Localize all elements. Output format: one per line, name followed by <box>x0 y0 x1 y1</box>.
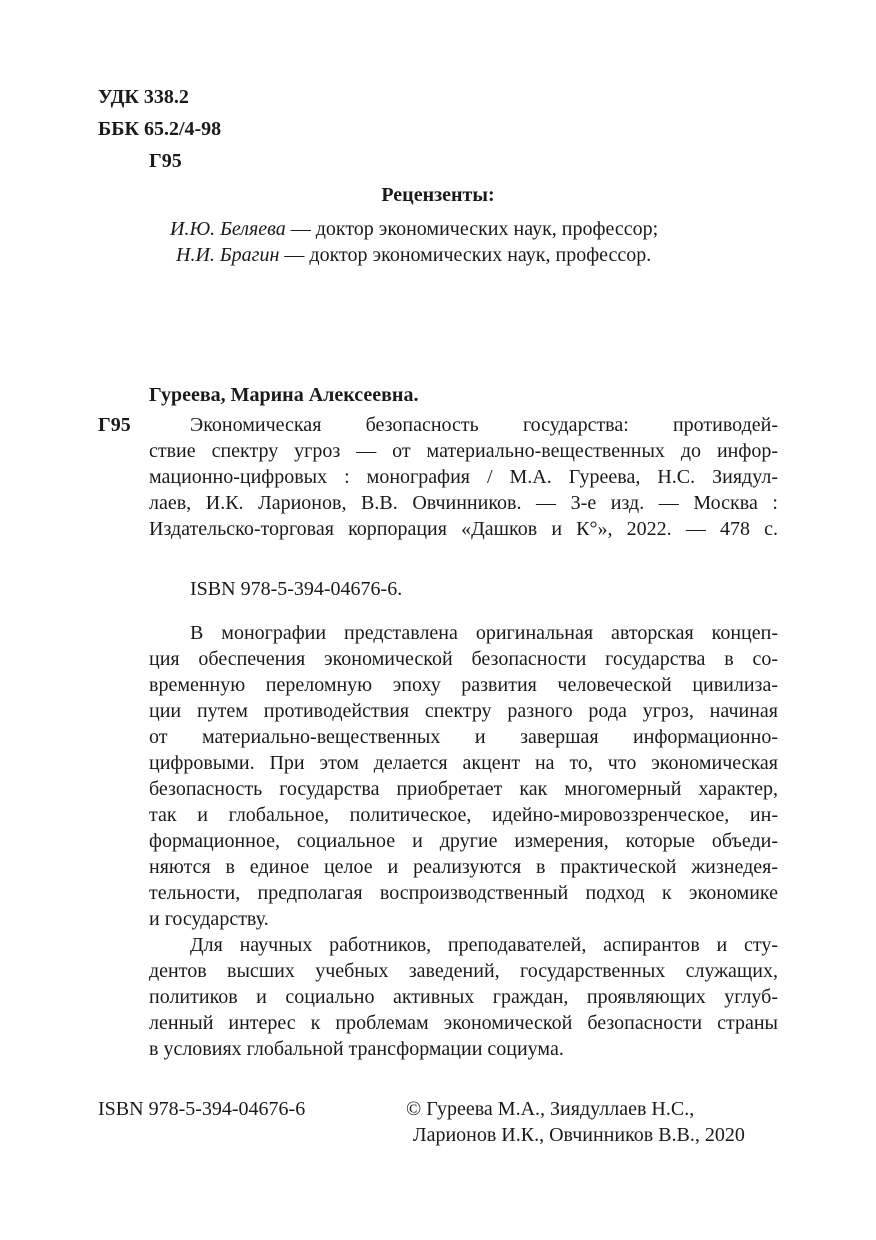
reviewers-heading: Рецензенты: <box>381 184 495 206</box>
abstract-p1-line: и государству. <box>149 908 269 930</box>
bib-isbn: ISBN 978-5-394-04676-6. <box>190 578 403 600</box>
bbk-code: ББК 65.2/4-98 <box>98 118 222 140</box>
abstract-p1-line: безопасность государства приобретает как многомерный характер, <box>149 778 778 800</box>
abstract-p2-line: политиков и социально активных граждан, проявляющих углуб- <box>149 986 778 1008</box>
abstract-p1-line: ции путем противодействия спектру разного рода угроз, начиная <box>149 700 778 722</box>
abstract-p1-line: от материально-вещественных и завершая информационно- <box>149 726 778 748</box>
abstract-p1-line: В монографии представлена оригинальная авторская концеп- <box>190 622 778 644</box>
reviewer-2-desc: — доктор экономических наук, профессор. <box>279 244 652 266</box>
reviewer-1-name: И.Ю. Беляева <box>170 218 286 240</box>
copyright-line-1: © Гуреева М.А., Зиядуллаев Н.С., <box>406 1098 695 1120</box>
abstract-p1-line: цифровыми. При этом делается акцент на то, что экономическая <box>149 752 778 774</box>
reviewer-1 <box>170 216 658 242</box>
reviewer-2 <box>176 242 651 268</box>
abstract-p2-line: Для научных работников, преподавателей, аспирантов и сту- <box>190 934 778 956</box>
abstract-p1-line: няются в единое целое и реализуются в практической жизнедея- <box>149 856 778 878</box>
bib-author: Гуреева, Марина Алексеевна. <box>149 384 419 406</box>
abstract-p1-line: так и глобальное, политическое, идейно-мировоззренческое, ин- <box>149 804 778 826</box>
abstract-p1-line: временную переломную эпоху развития человеческой цивилиза- <box>149 674 778 696</box>
bib-line-2: ствие спектру угроз — от материально-вещественных до инфор- <box>149 440 778 462</box>
bib-line-1: Экономическая безопасность государства: противодей- <box>190 414 778 436</box>
udk-code: УДК 338.2 <box>98 86 189 108</box>
reviewer-2-name: Н.И. Брагин <box>176 244 280 266</box>
author-mark: Г95 <box>149 150 182 172</box>
bib-line-5: Издательско-торговая корпорация «Дашков и К°», 2022. — 478 с. <box>149 518 778 540</box>
footer-isbn: ISBN 978-5-394-04676-6 <box>98 1098 306 1120</box>
reviewer-1-desc: — доктор экономических наук, профессор; <box>285 218 659 240</box>
copyright-line-2: Ларионов И.К., Овчинников В.В., 2020 <box>413 1124 745 1146</box>
abstract-p1-line: тельности, предполагая воспроизводственный подход к экономике <box>149 882 778 904</box>
bib-line-3: мационно-цифровых : монография / М.А. Гуреева, Н.С. Зиядул- <box>149 466 778 488</box>
abstract-p1-line: ция обеспечения экономической безопасности государства в со- <box>149 648 778 670</box>
abstract-p2-line: ленный интерес к проблемам экономической безопасности страны <box>149 1012 778 1034</box>
abstract-p2-line: дентов высших учебных заведений, государственных служащих, <box>149 960 778 982</box>
abstract-p1-line: формационное, социальное и другие измерения, которые объеди- <box>149 830 778 852</box>
bib-mark: Г95 <box>98 414 131 436</box>
bib-line-4: лаев, И.К. Ларионов, В.В. Овчинников. — 3-е изд. — Москва : <box>149 492 778 514</box>
abstract-p2-line: в условиях глобальной трансформации социума. <box>149 1038 564 1060</box>
